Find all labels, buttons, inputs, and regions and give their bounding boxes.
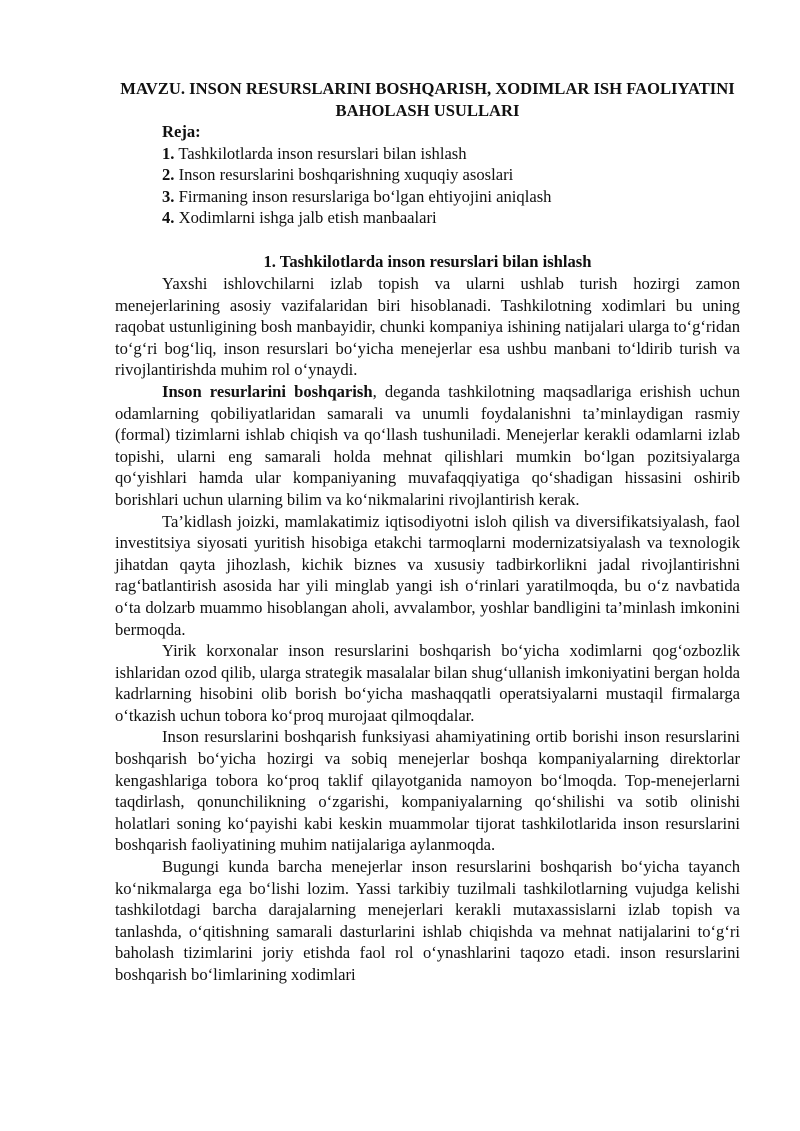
plan-item-number: 4. — [162, 208, 175, 228]
paragraph-text: Yirik korxonalar inson resurslarini boshqarish bo‘yicha xodimlarni qog‘ozbozlik ishlaridan ozod qilib, ularga strategik masalalar bilan shug‘ullanish imkoniyatini bergan holda kadrlarning hisobini olib borish bo‘yicha mashaqqatli operatsiyalarni mustaqil firmalarga o‘tkazish uchun tobora ko‘proq murojaat qilmoqdalar. — [115, 641, 740, 725]
paragraph-text: Inson resurslarini boshqarish funksiyasi ahamiyatining ortib borishi inson resurslarini boshqarish bo‘yicha hozirgi va sobiq menejerlar boshqa kompaniyalarning direktorlar kengashlariga tobora ko‘proq taklif qilayotganida namoyon bo‘lmoqda. Top-menejerlarni taqdirlash, qonunchilikning o‘zgarishi, kompaniyalarning qo‘shilishi va sotib olinishi holatlari soning ko‘payishi kabi keskin muammolar tijorat tashkilotlarida inson resurslarini boshqarish faoliyatining muhim natijalariga aylanmoqda. — [115, 727, 740, 855]
paragraph — [115, 640, 740, 726]
section-heading: 1. Tashkilotlarda inson resurslari bilan ishlash — [263, 252, 592, 271]
paragraph-lead: Inson resurlarini boshqarish — [162, 381, 373, 401]
plan-item — [162, 186, 722, 208]
paragraph — [115, 856, 740, 986]
paragraph — [115, 726, 740, 856]
document-title: MAVZU. INSON RESURSLARINI BOSHQARISH, XODIMLAR ISH FAOLIYATINI BAHOLASH USULLARI — [120, 79, 735, 120]
paragraph — [115, 273, 740, 381]
plan-item-number: 2. — [162, 165, 175, 185]
paragraph-text: Bugungi kunda barcha menejerlar inson resurslarini boshqarish bo‘yicha tayanch ko‘nikmalarga ega bo‘lishi lozim. Yassi tarkibiy tuzilmali tashkilotlarning vujudga kelishi tashkilotdagi barcha darajalarning menejerlari kerakli mutaxassislarni izlab topish va tanlashda, o‘qitishning samarali dasturlarini ishlab chiqishda va mehnat natijalarini to‘g‘ri baholash tizimlarini joriy etishda faol rol o‘ynashlarini taqozo etadi. inson resurslarini boshqarish bo‘limlarining xodimlari — [115, 857, 740, 984]
plan-heading: Reja: — [162, 122, 201, 141]
plan-item — [162, 207, 722, 229]
paragraph-text: Ta’kidlash joizki, mamlakatimiz iqtisodiyotni isloh qilish va diversifikatsiyalash, faol investitsiya siyosati yuritish hisobiga etakchi tarmoqlarni modernizatsiyalash va texnologik jihatdan qayta jihozlash, kichik biznes va xususiy tadbirkorlikni jadal rivojlantirishni rag‘batlantirish asosida har yili minglab yangi ish o‘rinlari yaratilmoqda, bu o‘z navbatida o‘ta dolzarb muammo hisoblangan aholi, avvalambor, yoshlar bandligini ta’minlash imkonini bermoqda. — [115, 511, 740, 639]
paragraph — [115, 511, 740, 641]
plan-item-text: Xodimlarni ishga jalb etish manbaalari — [178, 208, 437, 228]
plan-item-text: Tashkilotlarda inson resurslari bilan ishlash — [178, 143, 467, 163]
plan-item-number: 1. — [162, 143, 175, 163]
plan-block — [162, 121, 722, 229]
plan-item-text: Inson resurslarini boshqarishning xuquqiy asoslari — [178, 165, 514, 185]
body-text — [115, 273, 740, 986]
paragraph-text: , deganda tashkilotning maqsadlariga erishish uchun odamlarning qobiliyatlaridan samarali va unumli foydalanishni ta’minlaydigan rasmiy (formal) tizimlarni ishlab chiqish va qo‘llash tushuniladi. Menejerlar kerakli odamlarni izlab topishi, ularni eng samarali holda mehnat qilishlari mumkin bo‘lgan pozitsiyalarga qo‘yishlari hamda ular kompaniyaning muvafaqqiyatiga qo‘shadigan hissasini oshirib borishlari uchun ularning bilim va ko‘nikmalarini rivojlantirish kerak. — [115, 381, 740, 509]
plan-item — [162, 143, 722, 165]
plan-item-number: 3. — [162, 186, 175, 206]
plan-item — [162, 164, 722, 186]
paragraph — [115, 381, 740, 511]
paragraph-text: Yaxshi ishlovchilarni izlab topish va ularni ushlab turish hozirgi zamon menejerlarining asosiy vazifalaridan biri hisoblanadi. Tashkilotning xodimlari bu uning raqobat ustunligining bosh manbayidir, chunki kompaniya ishining natijalari ularga to‘g‘ridan to‘g‘ri bog‘liq, inson resurslari bo‘yicha menejerlar esa ushbu manbani to‘ldirib turish va rivojlantirishda muhim rol o‘ynaydi. — [115, 274, 740, 380]
plan-item-text: Firmaning inson resurslariga bo‘lgan ehtiyojini aniqlash — [178, 186, 552, 206]
